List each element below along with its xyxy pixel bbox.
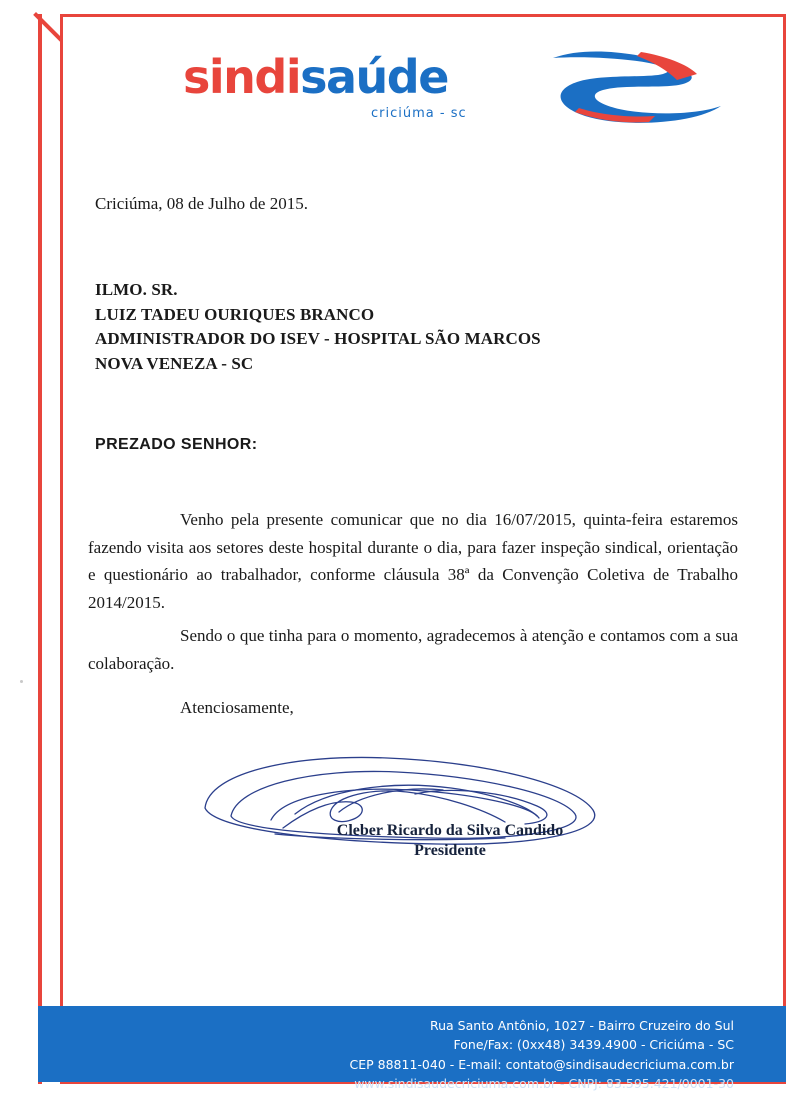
footer-contact-block <box>350 1016 735 1094</box>
signatory-title: Presidente <box>414 842 486 859</box>
frame-border-top <box>60 14 786 17</box>
frame-border-right <box>783 14 786 1084</box>
frame-corner-diagonal <box>36 12 66 42</box>
frame-border-left-inner <box>60 14 63 1084</box>
salutation: PREZADO SENHOR: <box>95 436 258 453</box>
signature-block <box>175 750 625 860</box>
addressee-line-3: ADMINISTRADOR DO ISEV - HOSPITAL SÃO MARCOS <box>95 329 541 349</box>
footer-bar <box>38 1006 786 1092</box>
logo-tagline: criciúma - sc <box>371 106 467 121</box>
footer-address: Rua Santo Antônio, 1027 - Bairro Cruzeiro do Sul <box>430 1018 734 1033</box>
logo-word-saude: saúde <box>300 50 448 104</box>
logo-wordmark <box>183 50 448 104</box>
body-paragraph-2: Sendo o que tinha para o momento, agradecemos à atenção e contamos com a sua colaboração. <box>88 626 738 673</box>
body-paragraph-1: Venho pela presente comunicar que no dia 16/07/2015, quinta-feira estaremos fazendo visita aos setores deste hospital durante o dia, para fazer inspeção sindical, orientação e questionário ao trabalhador, conforme cláusula 38ª da Convenção Coletiva de Trabalho 2014/2015. <box>88 510 738 612</box>
footer-website-cnpj: www.sindisaudecriciuma.com.br - CNPJ: 83.595.421/0001-30 <box>354 1076 734 1092</box>
addressee-line-2: LUIZ TADEU OURIQUES BRANCO <box>95 304 375 324</box>
sindisaude-logo <box>183 50 743 146</box>
date-line: Criciúma, 08 de Julho de 2015. <box>95 194 308 213</box>
logo-swoosh-icon <box>545 50 725 126</box>
letterhead <box>63 46 783 146</box>
footer-email: CEP 88811-040 - E-mail: contato@sindisaudecriciuma.com.br <box>349 1056 734 1072</box>
logo-word-sindi: sindi <box>183 50 301 104</box>
scan-artifact-dot <box>20 680 23 683</box>
signatory-name: Cleber Ricardo da Silva Candido <box>336 822 564 839</box>
frame-border-left-outer <box>38 14 42 1084</box>
sign-off: Atenciosamente, <box>180 698 294 717</box>
addressee-line-1: ILMO. SR. <box>95 280 178 299</box>
addressee-line-4: NOVA VENEZA - SC <box>95 353 254 373</box>
addressee-block <box>95 278 541 377</box>
footer-phone: Fone/Fax: (0xx48) 3439.4900 - Criciúma - SC <box>453 1037 734 1053</box>
